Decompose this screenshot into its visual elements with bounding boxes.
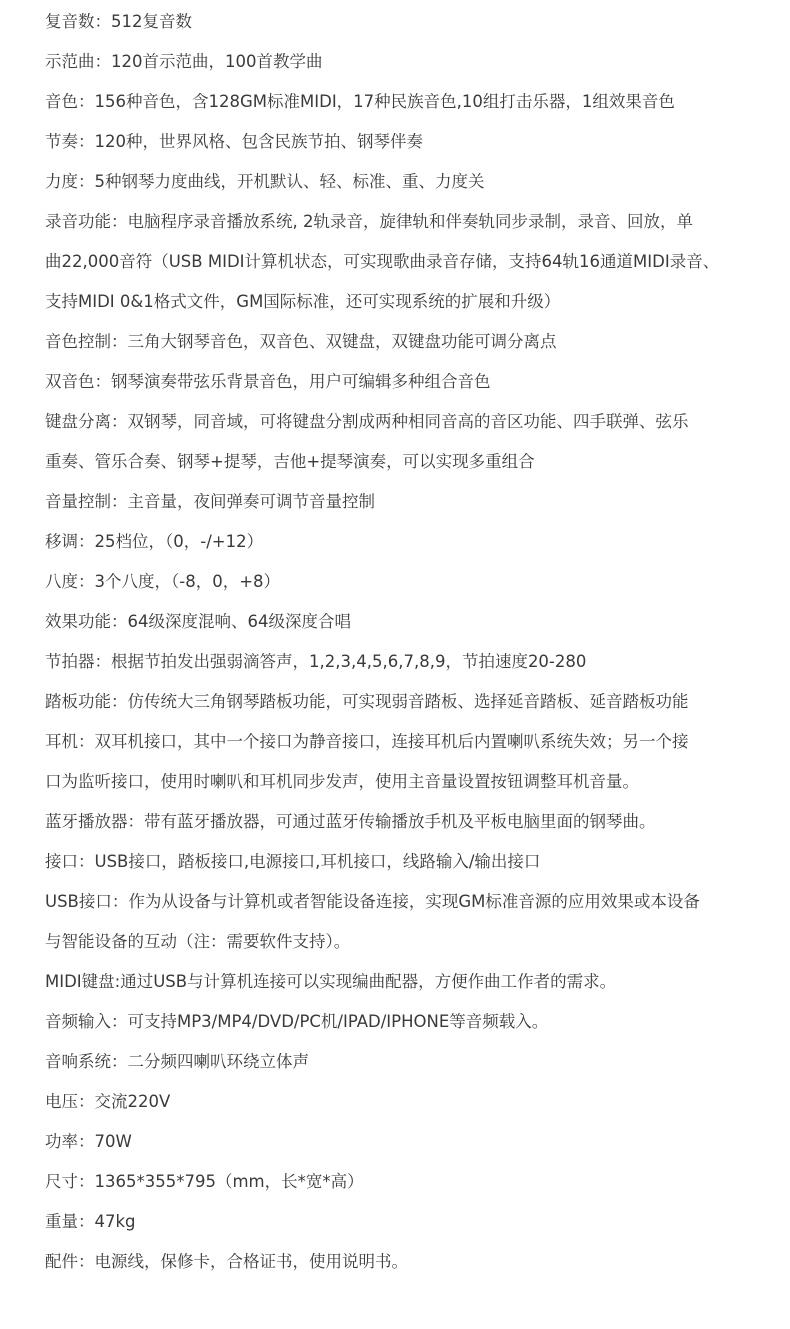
spec-metronome: 节拍器：根据节拍发出强弱滴答声，1,2,3,4,5,6,7,8,9，节拍速度20-280: [45, 652, 587, 671]
spec-audio-input: 音频输入：可支持MP3/MP4/DVD/PC机/IPAD/IPHONE等音频载入。: [45, 1012, 549, 1031]
spec-speaker-system: 音响系统：二分频四喇叭环绕立体声: [45, 1052, 309, 1071]
spec-weight: 重量：47kg: [45, 1212, 136, 1231]
spec-interfaces: 接口：USB接口，踏板接口,电源接口,耳机接口，线路输入/输出接口: [45, 852, 541, 871]
spec-voice-control: 音色控制：三角大钢琴音色，双音色、双键盘，双键盘功能可调分离点: [45, 332, 557, 351]
spec-transpose: 移调：25档位，（0，-/+12）: [45, 532, 264, 551]
spec-voltage: 电压：交流220V: [45, 1092, 171, 1111]
spec-pedals: 踏板功能：仿传统大三角钢琴踏板功能，可实现弱音踏板、选择延音踏板、延音踏板功能: [45, 692, 689, 711]
spec-usb-line-1: USB接口：作为从设备与计算机或者智能设备连接，实现GM标准音源的应用效果或本设备: [45, 892, 700, 911]
spec-midi-keyboard: MIDI键盘:通过USB与计算机连接可以实现编曲配器，方便作曲工作者的需求。: [45, 972, 617, 991]
spec-usb-line-2: 与智能设备的互动（注：需要软件支持）。: [45, 932, 351, 951]
spec-power: 功率：70W: [45, 1132, 132, 1151]
spec-demo-songs: 示范曲：120首示范曲，100首教学曲: [45, 52, 323, 71]
spec-octave: 八度：3个八度，（-8，0，+8）: [45, 572, 281, 591]
spec-rhythms: 节奏：120种，世界风格、包含民族节拍、钢琴伴奏: [45, 132, 423, 151]
spec-headphones-line-1: 耳机：双耳机接口，其中一个接口为静音接口，连接耳机后内置喇叭系统失效；另一个接: [45, 732, 689, 751]
spec-accessories: 配件：电源线，保修卡，合格证书，使用说明书。: [45, 1252, 408, 1271]
spec-bluetooth: 蓝牙播放器：带有蓝牙播放器，可通过蓝牙传输播放手机及平板电脑里面的钢琴曲。: [45, 812, 656, 831]
spec-recording-line-1: 录音功能：电脑程序录音播放系统, 2轨录音，旋律轨和伴奏轨同步录制，录音、回放，单: [45, 212, 693, 231]
spec-list: [0, 2, 757, 1282]
spec-touch-response: 力度：5种钢琴力度曲线，开机默认、轻、标准、重、力度关: [45, 172, 485, 191]
spec-dimensions: 尺寸：1365*355*795（mm，长*宽*高）: [45, 1172, 364, 1191]
spec-polyphony: 复音数：512复音数: [45, 12, 192, 31]
spec-volume-control: 音量控制：主音量，夜间弹奏可调节音量控制: [45, 492, 375, 511]
spec-headphones-line-2: 口为监听接口，使用时喇叭和耳机同步发声，使用主音量设置按钮调整耳机音量。: [45, 772, 639, 791]
spec-keyboard-split-line-2: 重奏、管乐合奏、钢琴+提琴，吉他+提琴演奏，可以实现多重组合: [45, 452, 535, 471]
spec-voices: 音色：156种音色，含128GM标准MIDI，17种民族音色,10组打击乐器，1组效果音色: [45, 92, 675, 111]
spec-effects: 效果功能：64级深度混响、64级深度合唱: [45, 612, 351, 631]
spec-recording-line-3: 支持MIDI 0&1格式文件，GM国际标准，还可实现系统的扩展和升级）: [45, 292, 561, 311]
spec-keyboard-split-line-1: 键盘分离：双钢琴，同音域，可将键盘分割成两种相同音高的音区功能、四手联弹、弦乐: [45, 412, 689, 431]
spec-dual-voice: 双音色：钢琴演奏带弦乐背景音色，用户可编辑多种组合音色: [45, 372, 491, 391]
spec-recording-line-2: 曲22,000音符（USB MIDI计算机状态，可实现歌曲录音存储，支持64轨16通道MIDI录音、: [45, 252, 720, 271]
